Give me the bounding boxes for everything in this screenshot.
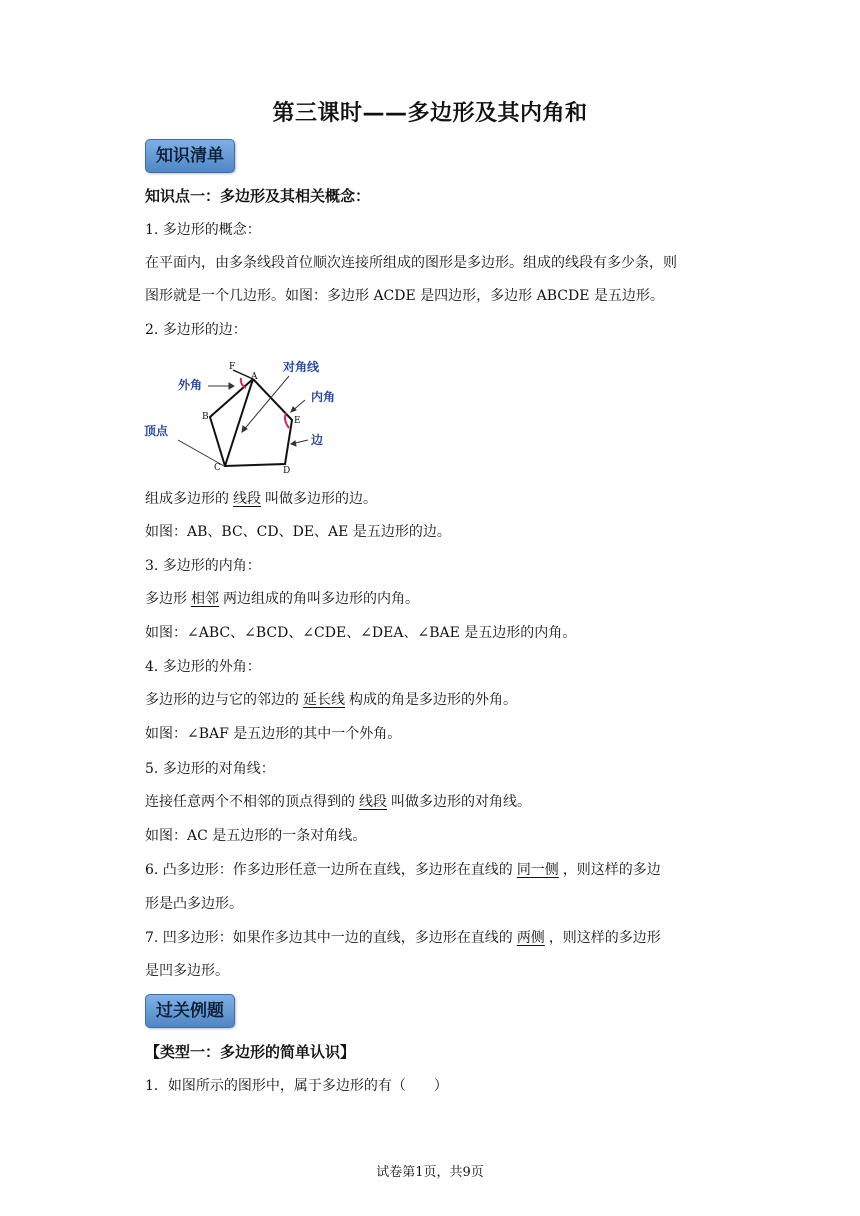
section-7-line-2: 是凹多边形。 [145,963,229,979]
section-4-heading: 4. 多边形的外角： [145,659,261,675]
question-1: 1．如图所示的图形中，属于多边形的有（ ） [145,1078,448,1094]
section-7-definition: 7. 凹多边形：如果作多边其中一边的直线，多边形在直线的 两侧 ，则这样的多边形 [145,930,661,946]
section-1-text-line-2: 图形就是一个几边形。如图：多边形 ACDE 是四边形，多边形 ABCDE 是五边形。 [145,288,664,304]
vertex-a: A [251,372,258,382]
blank-answer: 相邻 [191,591,219,607]
blank-answer: 两侧 [516,930,545,946]
section-5-heading: 5. 多边形的对角线： [145,761,275,777]
section-4-definition: 多边形的边与它的邻边的 延长线 构成的角是多边形的外角。 [145,692,517,708]
examples-badge: 过关例题 [145,994,235,1028]
pentagon-figure [140,352,350,477]
section-3-heading: 3. 多边形的内角： [145,558,261,574]
vertex-e: E [294,416,301,426]
page-footer: 试卷第1页，共9页 [376,1165,484,1180]
section-5-definition: 连接任意两个不相邻的顶点得到的 线段 叫做多边形的对角线。 [145,794,531,810]
section-3-example: 如图：∠ABC、∠BCD、∠CDE、∠DEA、∠BAE 是五边形的内角。 [145,625,577,641]
knowledge-point-1-heading: 知识点一：多边形及其相关概念： [145,187,371,205]
label-side: 边 [311,433,324,447]
section-2-definition: 组成多边形的 线段 叫做多边形的边。 [145,491,377,507]
blank-answer: 同一侧 [516,862,559,878]
label-vertex: 顶点 [144,424,169,438]
section-3-definition: 多边形 相邻 两边组成的角叫多边形的内角。 [145,591,419,607]
section-6-definition: 6. 凸多边形：作多边形任意一边所在直线，多边形在直线的 同一侧 ，则这样的多边 [145,862,661,878]
blank-answer: 线段 [233,491,261,507]
section-1-text-line-1: 在平面内，由多条线段首位顺次连接所组成的图形是多边形。组成的线段有多少条，则 [145,255,677,271]
label-exterior-angle: 外角 [178,378,203,392]
vertex-f: F [229,362,236,372]
vertex-b: B [202,412,209,422]
section-2-heading: 2. 多边形的边： [145,322,247,338]
extension-line-af [233,370,253,379]
section-5-example: 如图：AC 是五边形的一条对角线。 [145,828,367,844]
knowledge-list-badge: 知识清单 [145,139,235,173]
section-6-line-2: 形是凸多边形。 [145,896,243,912]
section-2-example: 如图：AB、BC、CD、DE、AE 是五边形的边。 [145,524,451,540]
pentagon-outline [210,379,292,466]
label-diagonal: 对角线 [283,360,320,374]
type-1-heading: 【类型一：多边形的简单认识】 [145,1043,356,1061]
section-4-example: 如图：∠BAF 是五边形的其中一个外角。 [145,726,402,742]
blank-answer: 延长线 [303,692,345,708]
vertex-d: D [283,466,291,476]
page-title: 第三课时——多边形及其内角和 [272,101,588,126]
exterior-angle-arc [241,378,246,388]
blank-answer: 线段 [359,794,387,810]
label-interior-angle: 内角 [311,390,336,404]
vertex-c: C [214,463,221,473]
section-1-heading: 1. 多边形的概念： [145,222,261,238]
